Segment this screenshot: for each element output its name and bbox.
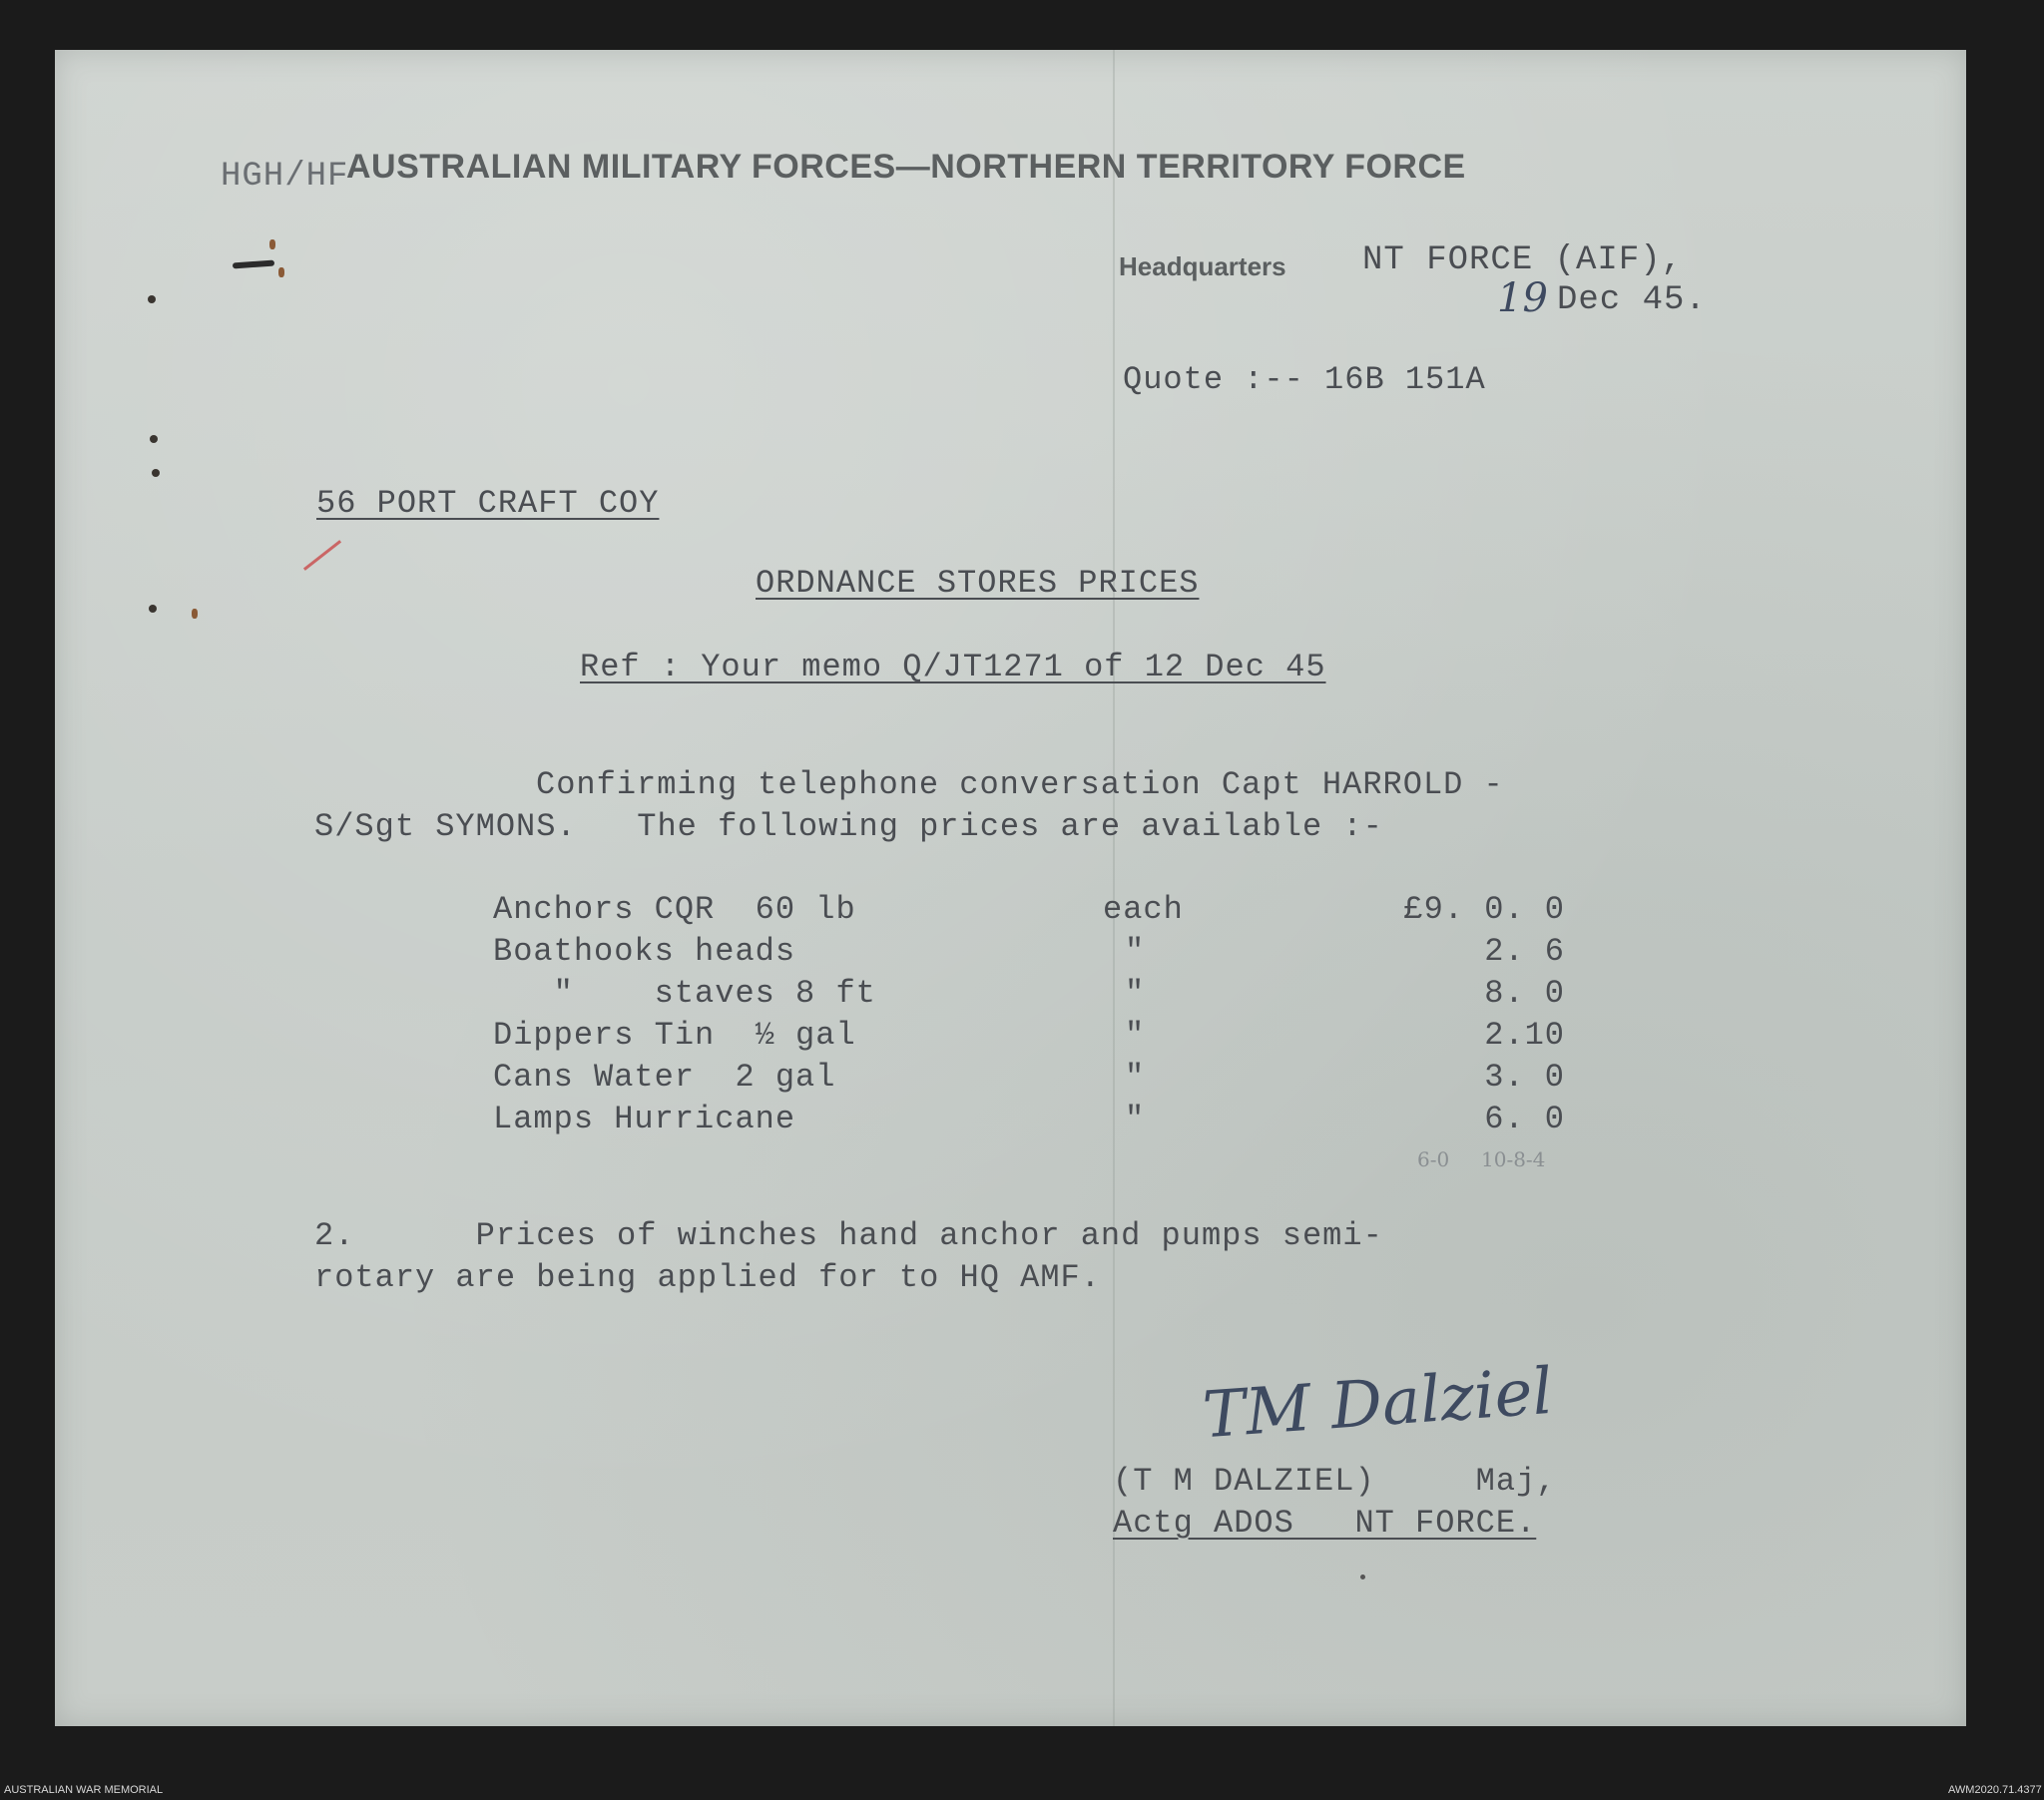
signer-name: (T M DALZIEL) Maj, [1113, 1463, 1557, 1500]
letterhead: AUSTRALIAN MILITARY FORCES—NORTHERN TERRITORY FORCE [346, 148, 1466, 186]
price-unit: " [1125, 975, 1146, 1012]
hq-unit: NT FORCE (AIF), [1362, 241, 1684, 279]
price-value: 8. 0 [1484, 975, 1565, 1012]
punch-hole [150, 435, 158, 443]
pencil-note: 6-0 10-8-4 [1417, 1147, 1546, 1171]
rust-spot [269, 239, 275, 249]
price-unit: each [1103, 891, 1184, 928]
footer-accession-number: AWM2020.71.4377 [1948, 1784, 2042, 1796]
signature: TM Dalziel [1200, 1354, 1556, 1454]
price-value: £9. 0. 0 [1403, 891, 1565, 928]
price-unit: " [1125, 1101, 1146, 1137]
hq-label: Headquarters [1119, 251, 1286, 281]
price-value: 3. 0 [1484, 1059, 1565, 1096]
ink-mark [233, 260, 274, 269]
punch-hole [148, 295, 156, 303]
paragraph-1-line-2: S/Sgt SYMONS. The following prices are available :- [314, 808, 1383, 845]
ref-stamp: HGH/HF [221, 158, 349, 196]
price-item: " staves 8 ft [493, 975, 876, 1012]
price-item: Anchors CQR 60 lb [493, 891, 856, 928]
quote-reference: Quote :-- 16B 151A [1123, 361, 1486, 398]
paragraph-2-line-1: 2. Prices of winches hand anchor and pumps semi- [314, 1217, 1383, 1254]
price-item: Dippers Tin ½ gal [493, 1017, 856, 1054]
subject-title: ORDNANCE STORES PRICES [756, 565, 1200, 602]
red-pencil-mark [303, 540, 341, 571]
footer-source: AUSTRALIAN WAR MEMORIAL [4, 1784, 164, 1796]
price-unit: " [1125, 1059, 1146, 1096]
addressee: 56 PORT CRAFT COY [316, 485, 660, 522]
price-value: 2.10 [1484, 1017, 1565, 1054]
price-value: 2. 6 [1484, 933, 1565, 970]
rust-spot [192, 609, 198, 619]
signer-role: Actg ADOS NT FORCE. [1113, 1505, 1537, 1542]
punch-hole [152, 469, 160, 477]
document-sheet [55, 50, 1966, 1726]
price-item: Cans Water 2 gal [493, 1059, 836, 1096]
reference-line: Ref : Your memo Q/JT1271 of 12 Dec 45 [580, 649, 1326, 685]
date-month-year: Dec 45. [1557, 281, 1707, 319]
price-unit: " [1125, 1017, 1146, 1054]
punch-hole [149, 605, 157, 613]
paragraph-1-line-1: Confirming telephone conversation Capt HARROLD - [536, 766, 1504, 803]
price-item: Boathooks heads [493, 933, 796, 970]
speck [1360, 1575, 1365, 1579]
price-unit: " [1125, 933, 1146, 970]
date-day: 19 [1497, 275, 1548, 321]
paragraph-2-line-2: rotary are being applied for to HQ AMF. [314, 1259, 1101, 1296]
rust-spot [278, 267, 284, 277]
price-value: 6. 0 [1484, 1101, 1565, 1137]
price-item: Lamps Hurricane [493, 1101, 796, 1137]
